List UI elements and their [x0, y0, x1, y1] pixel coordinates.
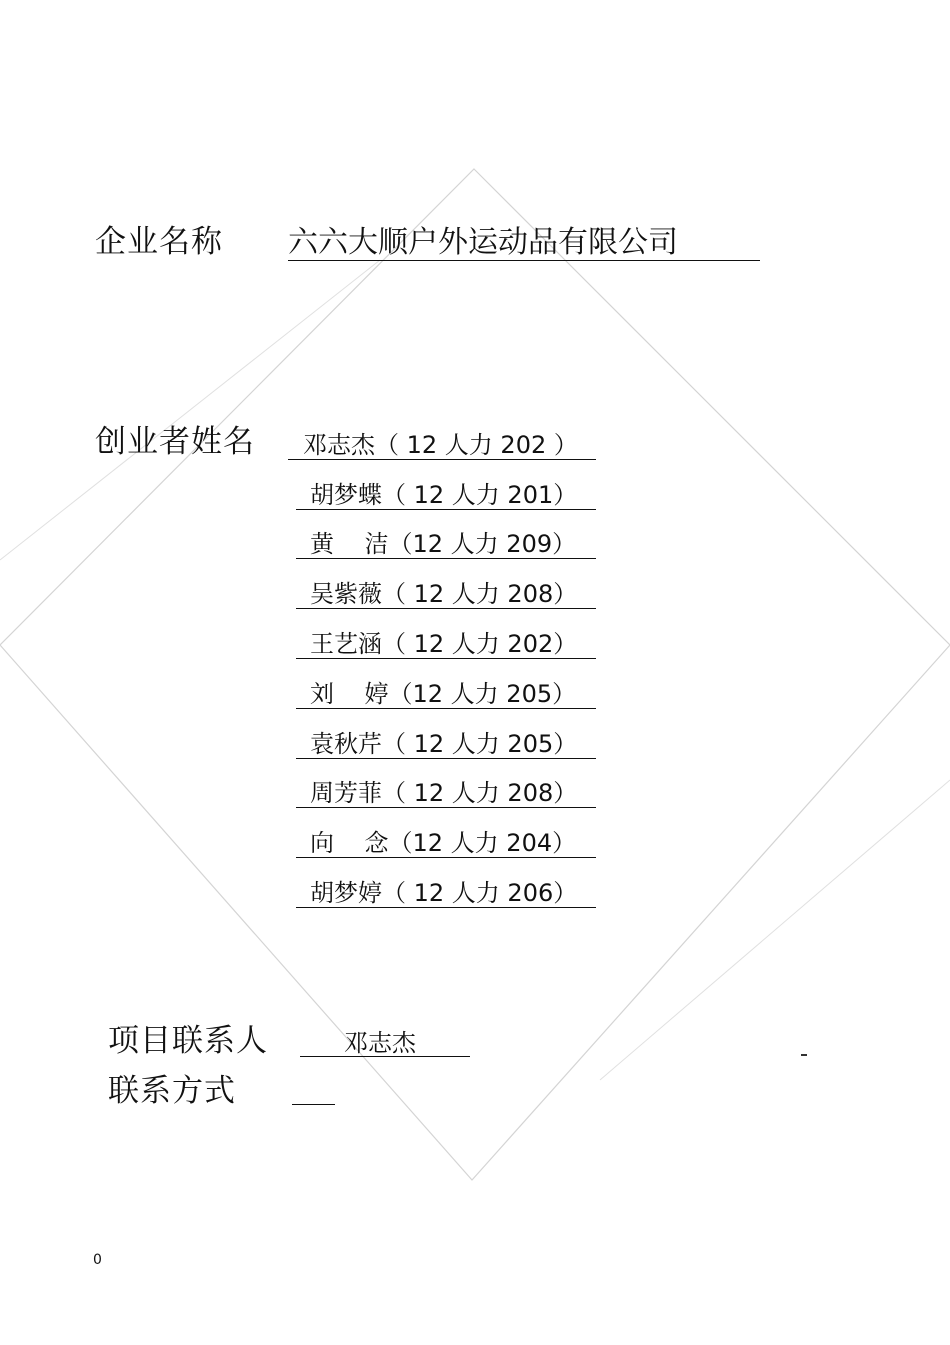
project-contact-name: 邓志杰: [344, 1029, 416, 1057]
founder-name: 刘 婷（12 人力 205）: [310, 679, 577, 708]
founder-name: 向 念（12 人力 204）: [310, 829, 577, 858]
contact-method-value: [292, 1082, 335, 1105]
founder-name: 黄 洁（12 人力 209）: [310, 530, 577, 559]
founder-entry: [288, 623, 596, 673]
page-number: 0: [93, 1252, 102, 1268]
founder-name: 王艺涵（ 12 人力 202）: [310, 629, 578, 658]
underline: [296, 758, 596, 759]
underline: [296, 658, 596, 659]
founder-entry: [288, 474, 596, 524]
project-contact-label: 项目联系人: [108, 1023, 268, 1059]
founder-entry: [288, 723, 596, 773]
founder-entry: [288, 573, 596, 623]
founder-entry: [288, 822, 596, 872]
founder-entry: [288, 524, 596, 574]
founder-name: 胡梦婷（ 12 人力 206）: [310, 878, 578, 907]
founder-list: [288, 424, 596, 922]
company-name-value: 六六大顺户外运动品有限公司: [288, 226, 760, 261]
founder-name: 周芳菲（ 12 人力 208）: [310, 779, 578, 808]
underline: [296, 708, 596, 709]
founder-entry: [288, 673, 596, 723]
contact-method-label: 联系方式: [108, 1073, 236, 1109]
underline: [296, 857, 596, 858]
underline: [296, 509, 596, 510]
founder-entry: [288, 424, 596, 474]
underline: [296, 807, 596, 808]
project-contact-value: [300, 1024, 470, 1057]
founder-name: 胡梦蝶（ 12 人力 201）: [310, 480, 578, 509]
founder-name: 邓志杰（ 12 人力 202 ）: [303, 430, 578, 459]
founder-entry: [288, 872, 596, 922]
founder-name: 吴紫薇（ 12 人力 208）: [310, 580, 578, 609]
founder-names-label: 创业者姓名: [95, 424, 255, 460]
founder-name: 袁秋芹（ 12 人力 205）: [310, 729, 578, 758]
dash-mark: [801, 1054, 807, 1056]
underline: [296, 558, 596, 559]
company-name-label: 企业名称: [95, 224, 223, 260]
underline: [296, 608, 596, 609]
underline: [288, 459, 596, 460]
underline: [296, 907, 596, 908]
founder-entry: [288, 773, 596, 823]
